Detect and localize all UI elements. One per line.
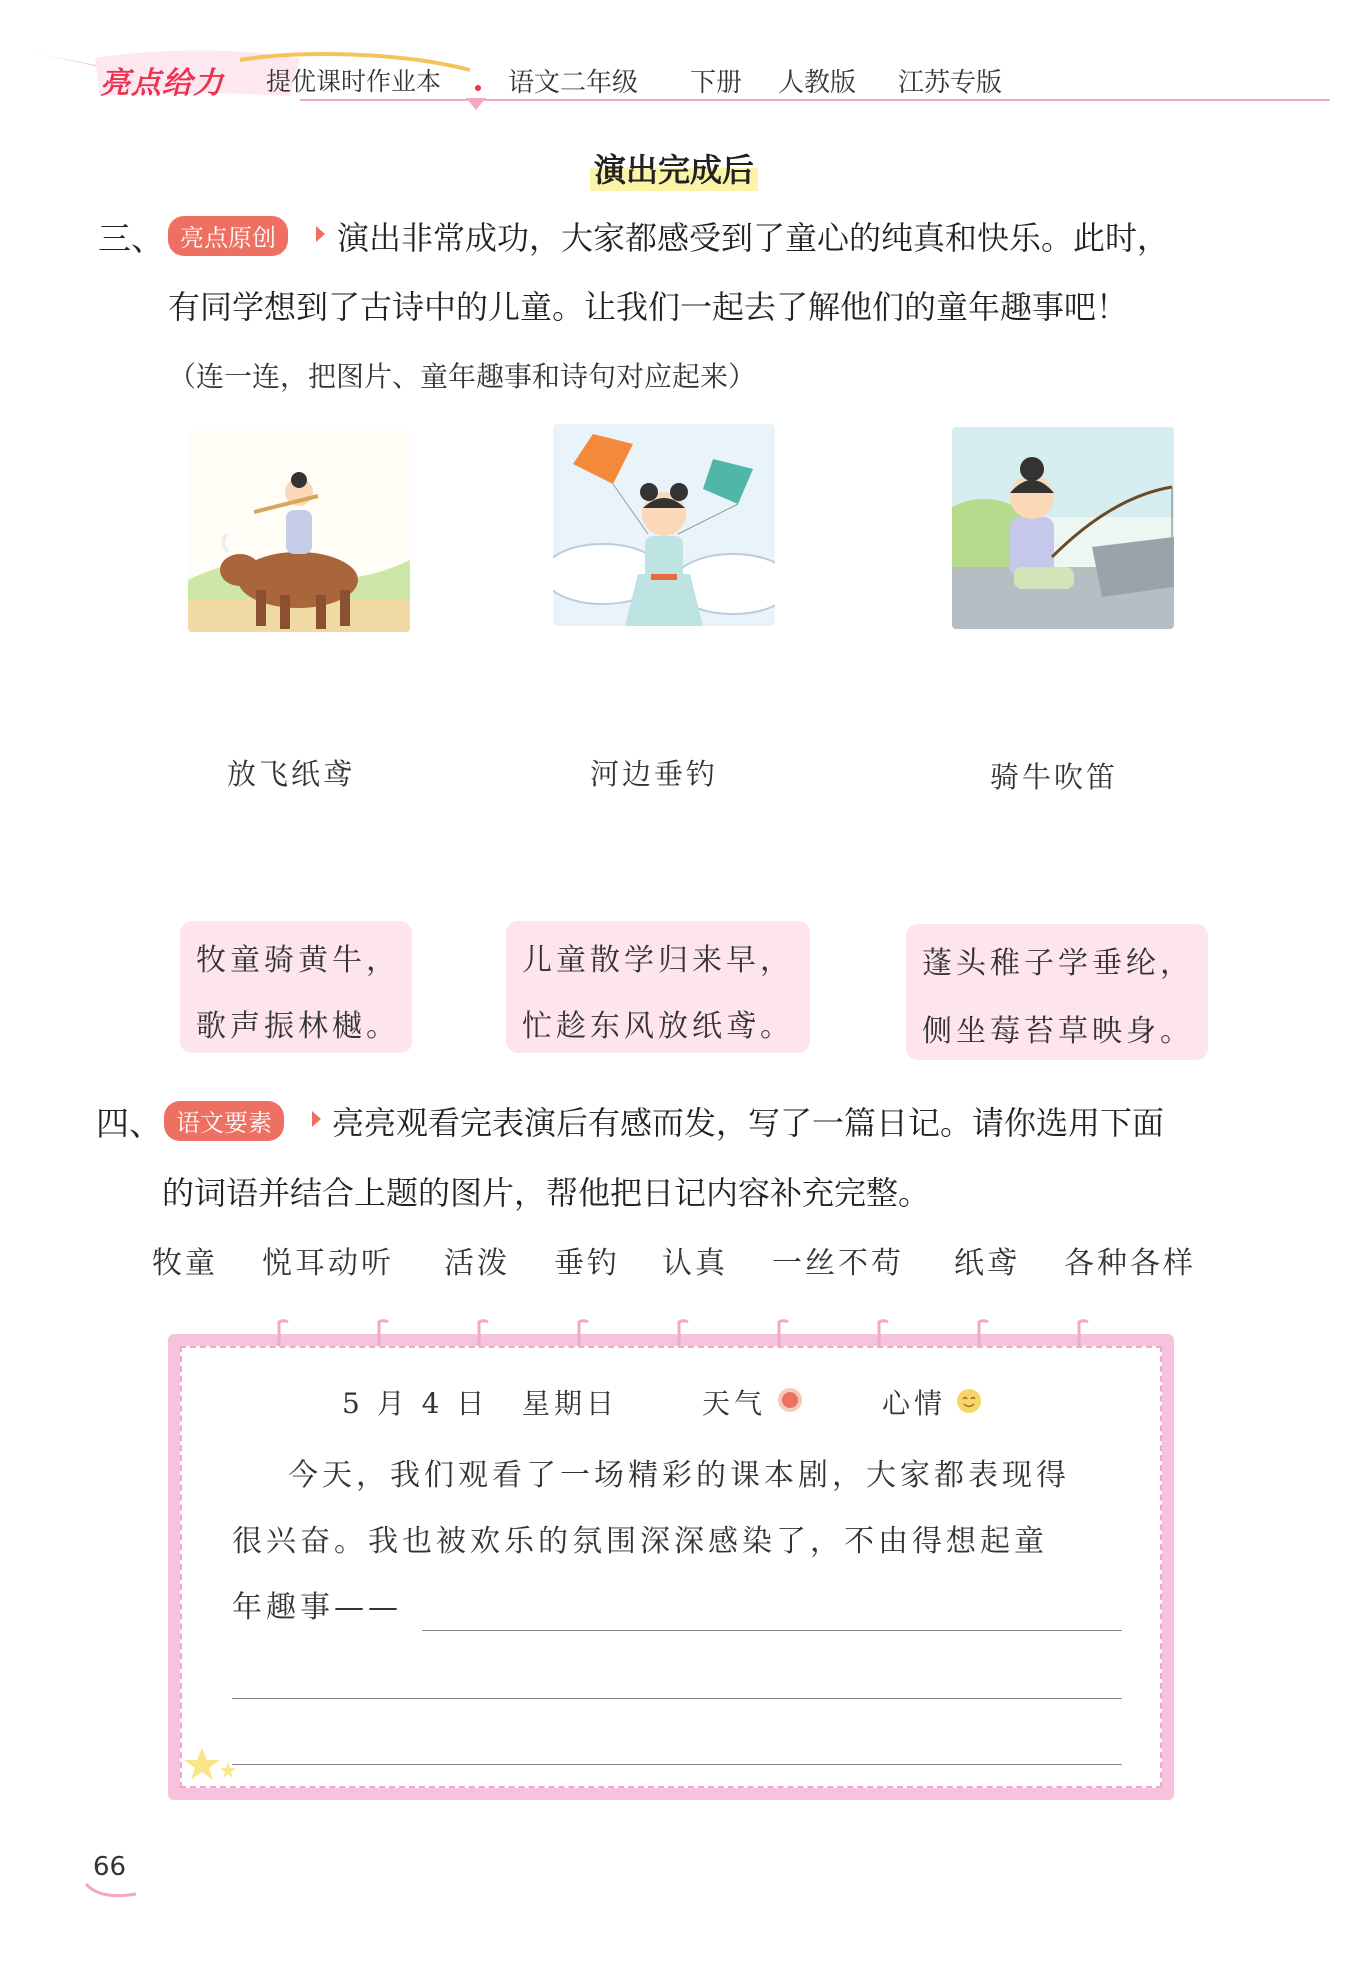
question-3-text-line1: 演出非常成功，大家都感受到了童心的纯真和快乐。此时， bbox=[337, 219, 1170, 257]
word-bank-item: 认真 bbox=[662, 1246, 728, 1281]
poem-2-line-1: 儿童散学归来早， bbox=[522, 943, 794, 978]
word-bank-item: 纸鸢 bbox=[954, 1246, 1020, 1281]
star-icon bbox=[182, 1744, 242, 1784]
diary-weekday: 星期日 bbox=[522, 1387, 619, 1420]
diary-text-line1: 今天，我们观看了一场精彩的课本剧，大家都表现得 bbox=[288, 1458, 1070, 1493]
word-bank-item: 各种各样 bbox=[1064, 1246, 1196, 1281]
poem-3-line-1: 蓬头稚子学垂纶， bbox=[922, 946, 1194, 981]
answer-blank-line[interactable] bbox=[422, 1630, 1122, 1631]
poem-card-3 bbox=[906, 924, 1208, 1060]
page-number-decoration bbox=[80, 1880, 140, 1904]
question-3-instruction: （连一连，把图片、童年趣事和诗句对应起来） bbox=[168, 360, 757, 393]
activity-label-2: 河边垂钓 bbox=[590, 757, 719, 791]
tag-pointer bbox=[312, 1111, 321, 1127]
sun-icon bbox=[776, 1386, 804, 1414]
tag-pointer bbox=[316, 226, 325, 242]
page-header bbox=[0, 0, 1350, 120]
poem-2-line-2: 忙趁东风放纸鸢。 bbox=[522, 1009, 794, 1044]
diary-weather-label: 天气 bbox=[702, 1387, 767, 1420]
diary-page bbox=[180, 1346, 1162, 1788]
picture-flying-kites bbox=[553, 424, 775, 626]
brand-logo-text: 亮点给力 bbox=[100, 66, 224, 101]
question-4-text-line2: 的词语并结合上题的图片，帮他把日记内容补充完整。 bbox=[162, 1174, 931, 1212]
word-bank-item: 悦耳动听 bbox=[262, 1246, 394, 1281]
word-bank-item: 垂钓 bbox=[554, 1246, 620, 1281]
activity-label-1: 放飞纸鸢 bbox=[227, 757, 356, 791]
answer-blank-line[interactable] bbox=[232, 1698, 1122, 1699]
picture-fishing-by-river bbox=[952, 427, 1174, 629]
picture-cowherd-on-ox bbox=[188, 430, 410, 632]
question-3-tag: 亮点原创 bbox=[168, 216, 288, 256]
fishing-illustration bbox=[952, 427, 1174, 629]
cowherd-illustration bbox=[188, 430, 410, 632]
region-label: 江苏专版 bbox=[898, 68, 1003, 98]
section-title: 演出完成后 bbox=[590, 145, 758, 191]
kite-illustration bbox=[553, 424, 775, 626]
answer-blank-line[interactable] bbox=[232, 1764, 1122, 1765]
word-bank-item: 牧童 bbox=[152, 1246, 218, 1281]
grade-label: 语文二年级 bbox=[508, 68, 639, 98]
word-bank-item: 一丝不苟 bbox=[772, 1246, 904, 1281]
publisher-label: 人教版 bbox=[778, 68, 857, 98]
question-4-number: 四、 bbox=[96, 1104, 162, 1143]
question-3-number: 三、 bbox=[98, 219, 164, 258]
word-bank-item: 活泼 bbox=[444, 1246, 510, 1281]
poem-1-line-2: 歌声振林樾。 bbox=[196, 1009, 400, 1044]
diary-text-line2: 很兴奋。我也被欢乐的氛围深深感染了，不由得想起童 bbox=[232, 1524, 1048, 1559]
poem-card-1 bbox=[180, 921, 412, 1053]
diary-card bbox=[168, 1334, 1174, 1800]
page-number: 66 bbox=[93, 1852, 127, 1882]
book-subtitle: 提优课时作业本 bbox=[266, 67, 442, 96]
question-4-text-line1: 亮亮观看完表演后有感而发，写了一篇日记。请你选用下面 bbox=[332, 1104, 1165, 1142]
question-3-text-line2: 有同学想到了古诗中的儿童。让我们一起去了解他们的童年趣事吧！ bbox=[168, 288, 1129, 326]
poem-3-line-2: 侧坐莓苔草映身。 bbox=[922, 1014, 1194, 1049]
diary-date: 5 月 4 日 bbox=[342, 1387, 489, 1420]
smile-icon bbox=[956, 1388, 982, 1414]
diary-mood-label: 心情 bbox=[882, 1387, 947, 1420]
poem-1-line-1: 牧童骑黄牛， bbox=[196, 943, 400, 978]
diary-text-line3: 年趣事—— bbox=[232, 1590, 402, 1625]
activity-label-3: 骑牛吹笛 bbox=[990, 760, 1119, 794]
question-4-tag: 语文要素 bbox=[164, 1101, 284, 1141]
volume-label: 下册 bbox=[690, 68, 743, 98]
poem-card-2 bbox=[506, 921, 810, 1053]
